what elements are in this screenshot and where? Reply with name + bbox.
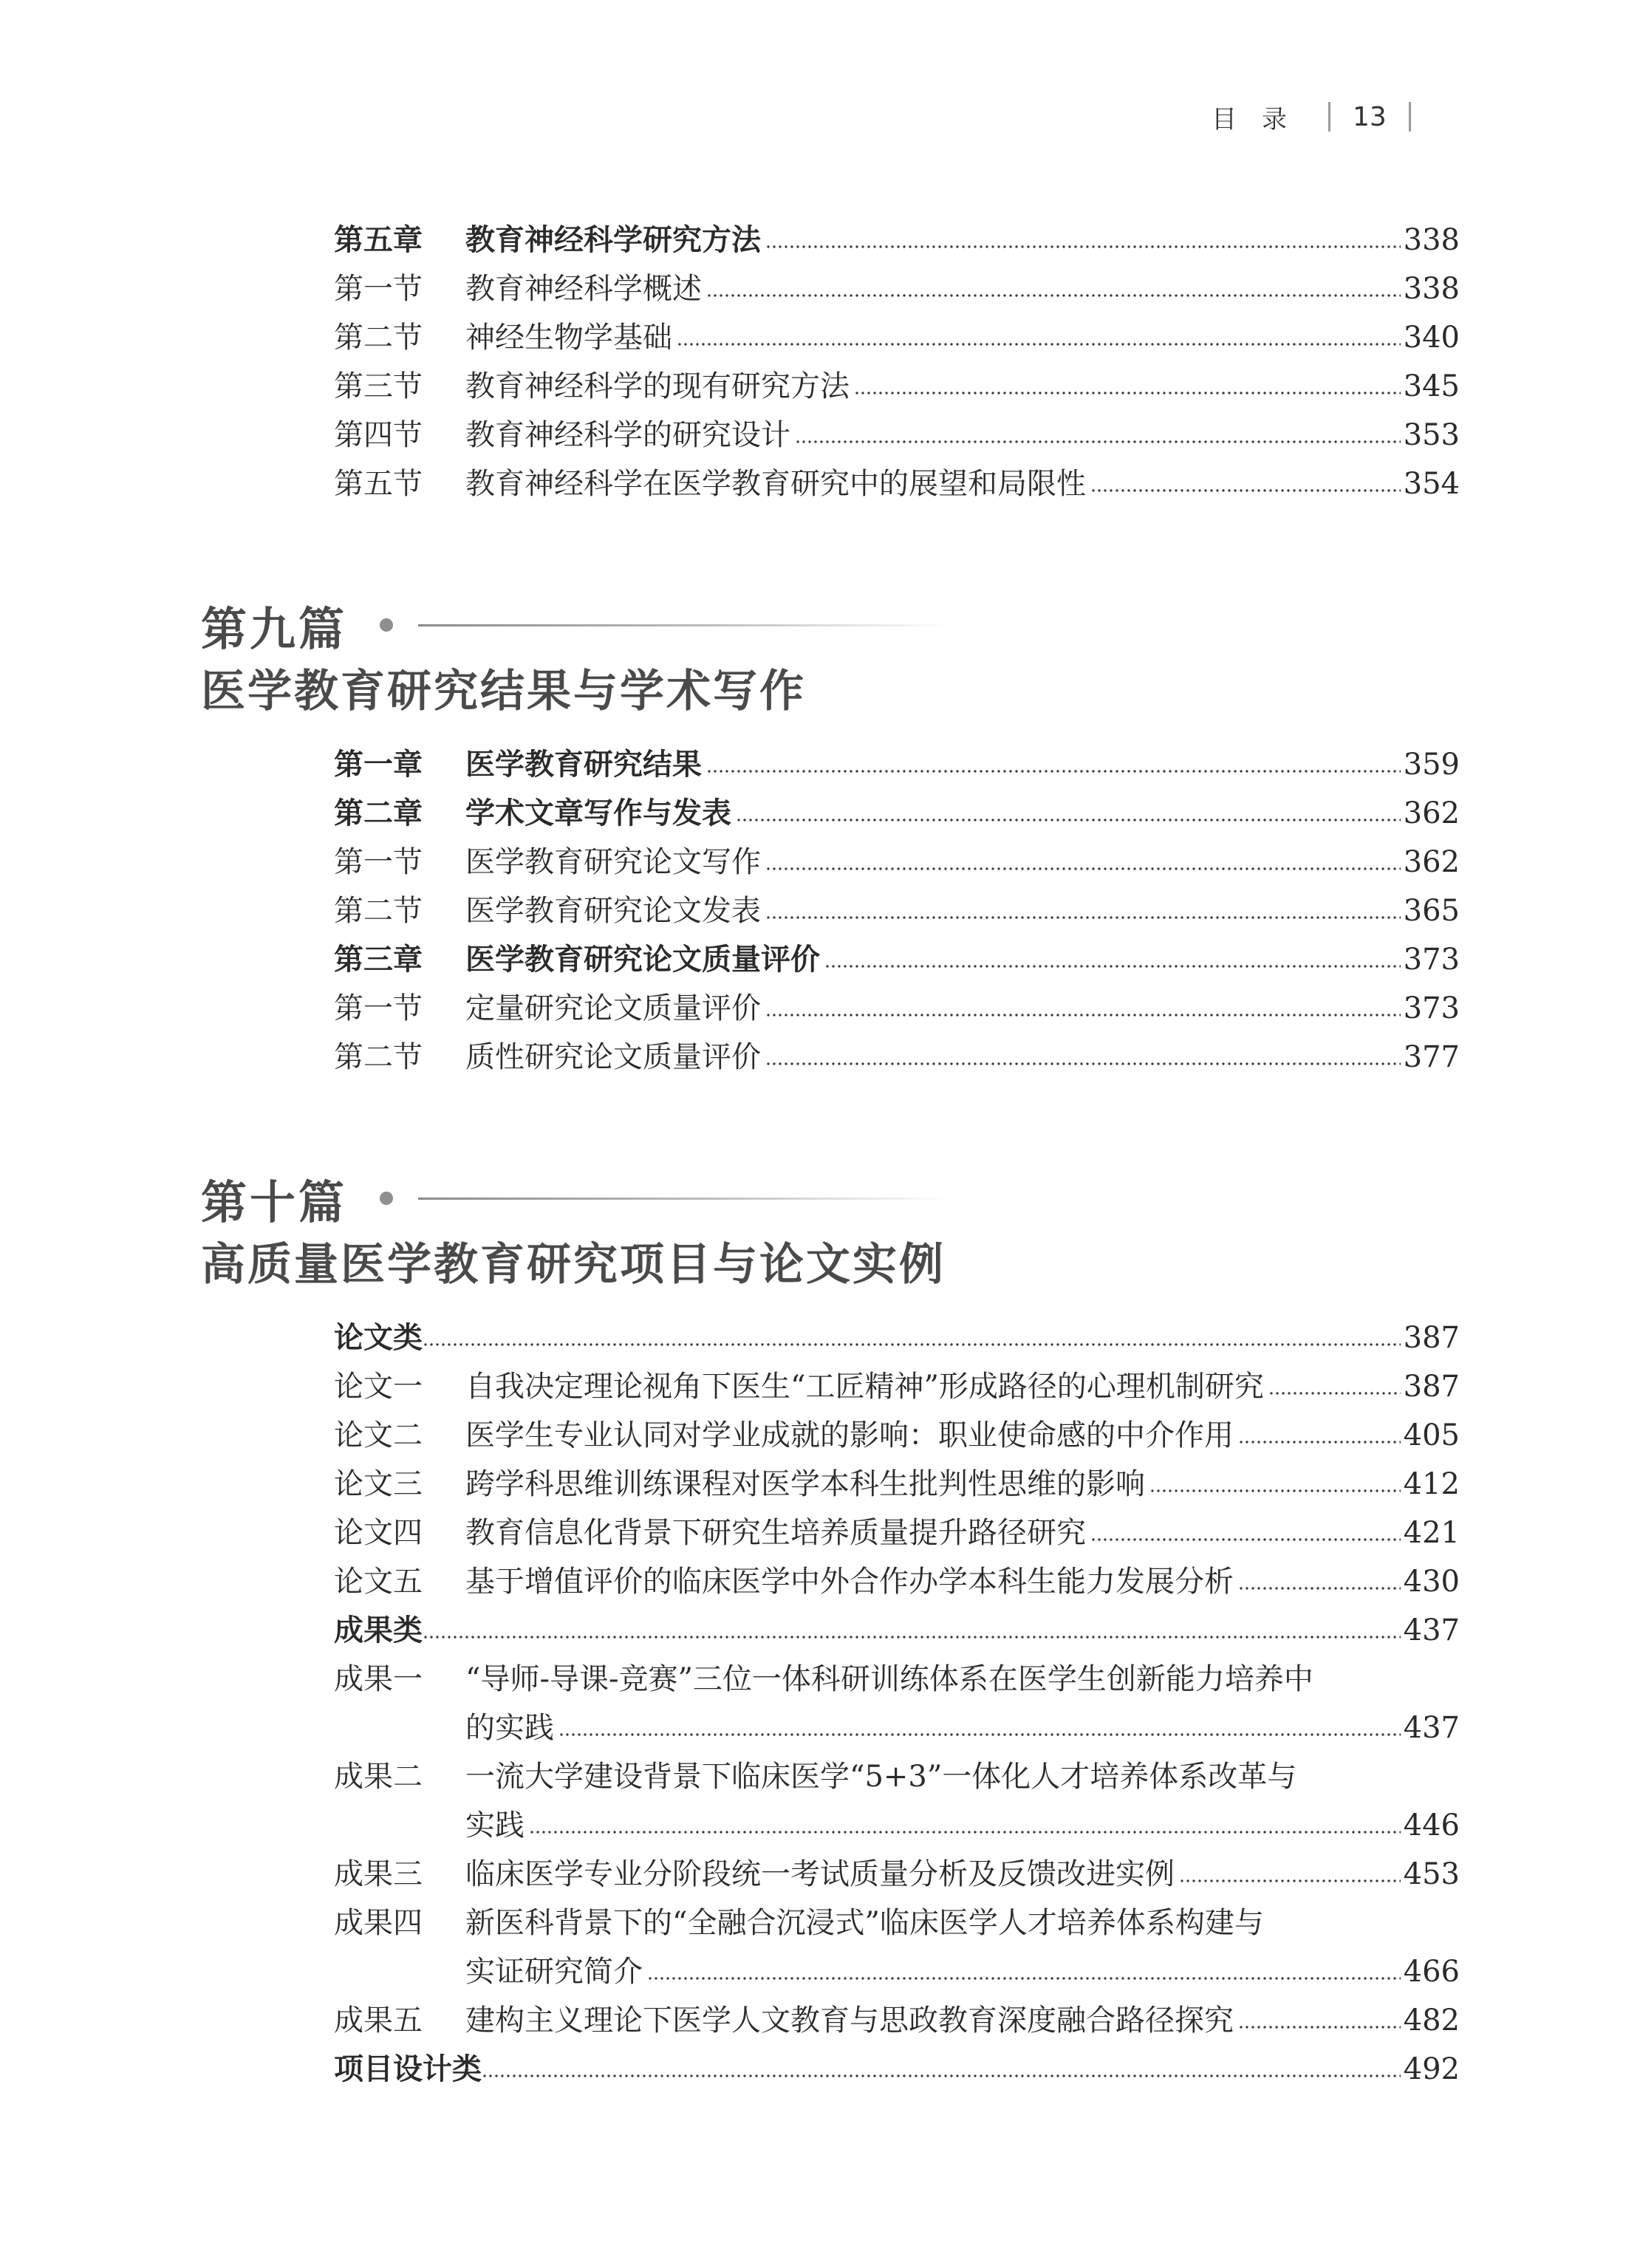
entry-label: 论文类 [334, 1321, 423, 1355]
entry-label: 成果类 [334, 1613, 423, 1647]
toc-chapter-entry[interactable] [334, 789, 1460, 838]
dot-leader [765, 1062, 1401, 1065]
entry-title: 建构主义理论下医学人文教育与思政教育深度融合路径探究 [465, 2004, 1234, 2038]
entry-title: 医学教育研究结果 [465, 748, 702, 782]
dot-leader [824, 965, 1401, 968]
entry-label: 第一节 [334, 991, 423, 1025]
header-page-number: 13 [1353, 101, 1387, 132]
entry-page: 359 [1403, 748, 1460, 782]
entry-title-continued: 实践 [465, 1808, 525, 1842]
dot-leader [765, 867, 1401, 870]
part-label: 第十篇 [201, 1175, 348, 1229]
dot-leader [423, 1636, 1401, 1639]
entry-title-continued: 实证研究简介 [465, 1955, 643, 1989]
entry-label: 第一节 [334, 272, 423, 306]
entry-title: 一流大学建设背景下临床医学“5+3”一体化人才培养体系改革与 [465, 1760, 1297, 1794]
toc-section-entry[interactable] [334, 887, 1460, 935]
entry-label: 成果五 [334, 2004, 423, 2038]
dot-leader [765, 1014, 1401, 1017]
toc-section-entry[interactable] [334, 460, 1460, 508]
dot-leader [1179, 1879, 1401, 1882]
entry-label: 成果四 [334, 1906, 423, 1940]
toc-item-entry[interactable] [334, 1996, 1460, 2045]
entry-page: 421 [1403, 1516, 1460, 1550]
entry-page: 377 [1403, 1040, 1460, 1074]
dot-leader [1268, 1392, 1401, 1395]
part-label-row [201, 588, 1161, 662]
toc-item-entry[interactable] [334, 1362, 1460, 1411]
toc-item-entry[interactable] [334, 1460, 1460, 1509]
entry-page: 387 [1403, 1321, 1460, 1355]
part-9-heading [201, 588, 1161, 721]
entry-label: 论文三 [334, 1467, 423, 1501]
toc-item-entry[interactable] [334, 1411, 1460, 1460]
entry-label: 第一节 [334, 845, 423, 879]
entry-page: 453 [1403, 1857, 1460, 1891]
entry-title: 定量研究论文质量评价 [465, 991, 761, 1025]
toc-section-entry[interactable] [334, 362, 1460, 411]
toc-part-9 [334, 740, 1460, 1082]
entry-title: 神经生物学基础 [465, 321, 672, 355]
part-title: 高质量医学教育研究项目与论文实例 [201, 1239, 946, 1291]
dot-leader [1090, 1538, 1401, 1541]
toc-item-entry[interactable] [334, 1850, 1460, 1899]
entry-label: 第二节 [334, 321, 423, 355]
dot-leader [706, 770, 1401, 773]
entry-title: 医学教育研究论文发表 [465, 894, 761, 928]
entry-page: 492 [1403, 2052, 1460, 2086]
bullet-dot [380, 1192, 393, 1205]
entry-label: 成果一 [334, 1662, 423, 1696]
entry-page: 482 [1403, 2004, 1460, 2038]
entry-label: 论文四 [334, 1516, 423, 1550]
entry-label: 项目设计类 [334, 2052, 482, 2086]
entry-label: 论文一 [334, 1370, 423, 1404]
entry-label: 成果三 [334, 1857, 423, 1891]
toc-chapter-entry[interactable] [334, 935, 1460, 984]
entry-page: 437 [1403, 1613, 1460, 1647]
entry-title: 教育信息化背景下研究生培养质量提升路径研究 [465, 1516, 1086, 1550]
entry-page: 365 [1403, 894, 1460, 928]
entry-page: 446 [1403, 1808, 1460, 1842]
entry-label: 第五节 [334, 467, 423, 501]
heading-rule [418, 624, 950, 626]
entry-page: 340 [1403, 321, 1460, 355]
entry-page: 362 [1403, 796, 1460, 830]
dot-leader [529, 1831, 1401, 1834]
entry-title: “导师-导课-竞赛”三位一体科研训练体系在医学生创新能力培养中 [465, 1662, 1313, 1696]
toc-section-entry[interactable] [334, 313, 1460, 362]
toc-part-10 [334, 1314, 1460, 2094]
dot-leader [1238, 2026, 1401, 2029]
entry-label: 第三节 [334, 369, 423, 403]
dot-leader [765, 245, 1401, 248]
entry-label: 第二节 [334, 1040, 423, 1074]
header-title: 目录 [1212, 104, 1312, 134]
toc-item-entry[interactable] [334, 1655, 1460, 1704]
entry-title: 医学生专业认同对学业成就的影响：职业使命感的中介作用 [465, 1418, 1234, 1452]
dot-leader [736, 819, 1401, 822]
dot-leader [677, 343, 1401, 346]
header-separator-right [1409, 102, 1411, 131]
toc-item-entry[interactable] [334, 1557, 1460, 1606]
toc-item-continuation[interactable] [334, 1801, 1460, 1850]
entry-title: 基于增值评价的临床医学中外合作办学本科生能力发展分析 [465, 1565, 1234, 1599]
dot-leader [1090, 489, 1401, 492]
entry-label: 第三章 [334, 943, 423, 977]
entry-page: 373 [1403, 991, 1460, 1025]
toc-item-continuation[interactable] [334, 1947, 1460, 1996]
entry-label: 第一章 [334, 748, 423, 782]
entry-label: 成果二 [334, 1760, 423, 1794]
header-separator [1328, 102, 1330, 131]
entry-title: 临床医学专业分阶段统一考试质量分析及反馈改进实例 [465, 1857, 1175, 1891]
entry-page: 430 [1403, 1565, 1460, 1599]
dot-leader [558, 1733, 1401, 1736]
entry-page: 387 [1403, 1370, 1460, 1404]
toc-category-entry[interactable] [334, 1606, 1460, 1655]
entry-label: 论文二 [334, 1418, 423, 1452]
part-title: 医学教育研究结果与学术写作 [201, 666, 806, 717]
entry-title: 自我决定理论视角下医生“工匠精神”形成路径的心理机制研究 [465, 1370, 1264, 1404]
dot-leader [1238, 1587, 1401, 1590]
entry-title: 质性研究论文质量评价 [465, 1040, 761, 1074]
toc-section-entry[interactable] [334, 838, 1460, 887]
entry-title: 教育神经科学概述 [465, 272, 702, 306]
entry-title: 医学教育研究论文质量评价 [465, 943, 820, 977]
toc-section-entry[interactable] [334, 1033, 1460, 1082]
running-header [1212, 95, 1477, 139]
toc-section-entry[interactable] [334, 984, 1460, 1033]
entry-title: 学术文章写作与发表 [465, 796, 731, 830]
entry-page: 338 [1403, 272, 1460, 306]
toc-category-entry[interactable] [334, 2045, 1460, 2094]
toc-category-entry[interactable] [334, 1314, 1460, 1362]
entry-page: 354 [1403, 467, 1460, 501]
bullet-dot [380, 618, 393, 632]
dot-leader [647, 1977, 1401, 1980]
entry-label: 第四节 [334, 418, 423, 452]
entry-title: 医学教育研究论文写作 [465, 845, 761, 879]
dot-leader [1238, 1441, 1401, 1444]
entry-page: 345 [1403, 369, 1460, 403]
part-10-heading [201, 1161, 1161, 1294]
dot-leader [482, 2074, 1401, 2077]
toc-item-entry[interactable] [334, 1899, 1460, 1947]
entry-page: 353 [1403, 418, 1460, 452]
entry-label: 第二章 [334, 796, 423, 830]
heading-rule [418, 1198, 950, 1200]
entry-title: 教育神经科学的现有研究方法 [465, 369, 850, 403]
entry-label: 第五章 [334, 223, 423, 257]
dot-leader [795, 440, 1401, 443]
toc-section-entry[interactable] [334, 411, 1460, 460]
part-label-row [201, 1161, 1161, 1235]
entry-page: 466 [1403, 1955, 1460, 1989]
toc-chapter-entry[interactable] [334, 216, 1460, 264]
entry-title: 教育神经科学研究方法 [465, 223, 761, 257]
entry-page: 338 [1403, 223, 1460, 257]
dot-leader [423, 1343, 1401, 1346]
toc-item-entry[interactable] [334, 1752, 1460, 1801]
dot-leader [854, 392, 1401, 394]
dot-leader [1149, 1489, 1401, 1492]
dot-leader [765, 916, 1401, 919]
entry-label: 论文五 [334, 1565, 423, 1599]
entry-title: 教育神经科学的研究设计 [465, 418, 790, 452]
entry-title: 新医科背景下的“全融合沉浸式”临床医学人才培养体系构建与 [465, 1906, 1264, 1940]
entry-page: 412 [1403, 1467, 1460, 1501]
entry-page: 437 [1403, 1711, 1460, 1745]
dot-leader [706, 294, 1401, 297]
entry-title: 教育神经科学在医学教育研究中的展望和局限性 [465, 467, 1086, 501]
toc-chapter-5 [334, 216, 1460, 508]
entry-title: 跨学科思维训练课程对医学本科生批判性思维的影响 [465, 1467, 1145, 1501]
entry-page: 373 [1403, 943, 1460, 977]
entry-label: 第二节 [334, 894, 423, 928]
entry-title-continued: 的实践 [465, 1711, 554, 1745]
toc-item-continuation[interactable] [334, 1704, 1460, 1752]
entry-page: 362 [1403, 845, 1460, 879]
entry-page: 405 [1403, 1418, 1460, 1452]
toc-item-entry[interactable] [334, 1509, 1460, 1557]
part-label: 第九篇 [201, 601, 348, 656]
toc-section-entry[interactable] [334, 264, 1460, 313]
toc-chapter-entry[interactable] [334, 740, 1460, 789]
